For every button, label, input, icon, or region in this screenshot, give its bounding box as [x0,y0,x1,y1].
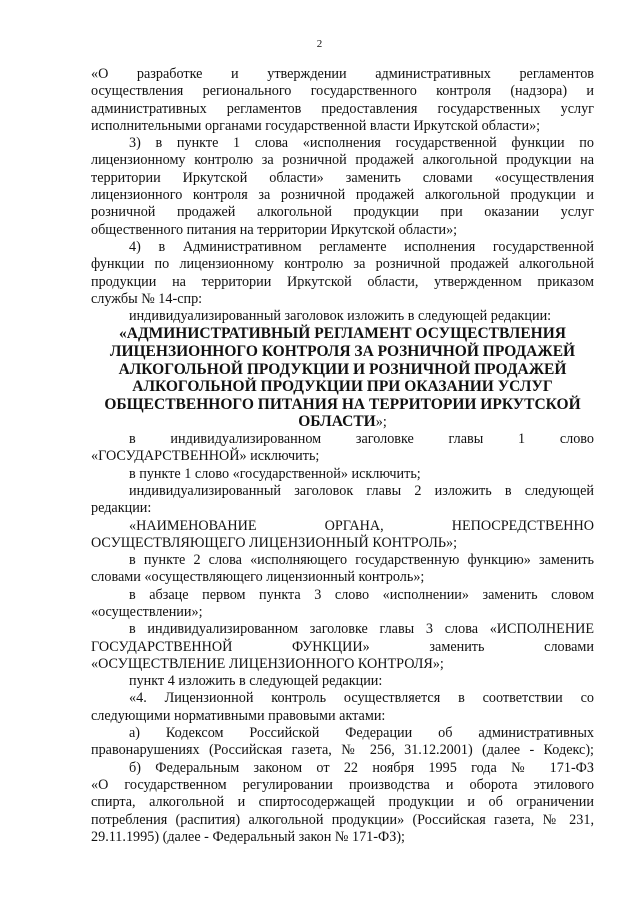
text-line: «ОСУЩЕСТВЛЕНИЕ ЛИЦЕНЗИОННОГО КОНТРОЛЯ»; [91,655,444,672]
text-line: «О разработке и утверждении административных регламентов [91,66,594,82]
text-line: а) Кодексом Российской Федерации об административных [129,725,594,742]
text-line: ГОСУДАРСТВЕННОЙ ФУНКЦИИ» заменить словами [91,638,594,655]
text-line: 4) в Административном регламенте исполнения государственной [129,238,594,255]
text-line: исполнительными органами государственной власти Иркутской области»; [91,117,541,134]
text-line: в пункте 2 слова «исполняющего государственную функцию» заменить [129,552,594,569]
text-line: лицензионного контроля за розничной продажей алкогольной продукции и [91,187,594,204]
text-line: следующими нормативными правовыми актами: [91,707,386,724]
text-line: «4. Лицензионной контроль осуществляется в соответствии со [129,690,594,707]
text-line: ОСУЩЕСТВЛЯЮЩЕГО ЛИЦЕНЗИОННЫЙ КОНТРОЛЬ»; [91,534,458,551]
text-line: в индивидуализированном заголовке главы 1 слово [129,431,594,448]
heading-line: АЛКОГОЛЬНОЙ ПРОДУКЦИИ ПРИ ОКАЗАНИИ УСЛУГ [132,378,553,396]
document-body [91,66,594,846]
heading-line: АЛКОГОЛЬНОЙ ПРОДУКЦИИ И РОЗНИЧНОЙ ПРОДАЖЕЙ [118,360,567,378]
text-line: спирта, алкогольной и спиртосодержащей продукции и об ограничении [91,794,594,811]
text-line: в индивидуализированном заголовке главы 3 слова «ИСПОЛНЕНИЕ [129,621,594,638]
text-line: «НАИМЕНОВАНИЕ ОРГАНА, НЕПОСРЕДСТВЕННО [129,517,594,534]
text-line: правонарушениях (Российская газета, № 256, 31.12.2001) (далее - Кодекс); [91,742,594,759]
heading-line: «АДМИНИСТРАТИВНЫЙ РЕГЛАМЕНТ ОСУЩЕСТВЛЕНИЯ [119,325,566,343]
text-line: б) Федеральным законом от 22 ноября 1995 года № 171-ФЗ [129,759,594,776]
heading-line-last [91,413,594,431]
text-line: индивидуализированный заголовок изложить в следующей редакции: [129,308,552,325]
text-line: функции по лицензионному контролю за розничной продажей алкогольной [91,256,594,273]
text-line: «ГОСУДАРСТВЕННОЙ» исключить; [91,448,320,465]
text-line: «осуществлении»; [91,603,203,620]
text-line: индивидуализированный заголовок главы 2 изложить в следующей [129,482,594,499]
text-line: словами «осуществляющего лицензионный контроль»; [91,569,425,586]
text-line: «О государственном регулировании производства и оборота этилового [91,776,594,793]
text-line: службы № 14-спр: [91,290,203,307]
text-line: осуществления регионального государственного контроля (надзора) и [91,83,594,100]
heading-line: ОБЩЕСТВЕННОГО ПИТАНИЯ НА ТЕРРИТОРИИ ИРКУТСКОЙ [104,395,581,413]
heading-tail-rest: »; [375,414,387,431]
text-line: 3) в пункте 1 слова «исполнения государственной функции по [129,135,594,152]
text-line: в пункте 1 слово «государственной» исключить; [129,465,421,482]
text-line: общественного питания на территории Иркутской области»; [91,221,458,238]
text-line: розничной продажей алкогольной продукции при оказании услуг [91,204,594,221]
text-line: потребления (распития) алкогольной продукции» (Российская газета, № 231, [91,811,594,828]
text-line: в абзаце первом пункта 3 слово «исполнении» заменить словом [129,586,594,603]
text-line: 29.11.1995) (далее - Федеральный закон № 171-ФЗ); [91,828,405,845]
page-number: 2 [316,38,323,50]
text-line: пункт 4 изложить в следующей редакции: [129,673,383,690]
heading-tail-bold: ОБЛАСТИ [298,413,376,431]
heading-line: ЛИЦЕНЗИОННОГО КОНТРОЛЯ ЗА РОЗНИЧНОЙ ПРОДАЖЕЙ [109,343,576,361]
text-line: административных регламентов предоставления государственных услуг [91,100,594,117]
text-line: территории Иркутской области» заменить словами «осуществления [91,169,594,186]
text-line: редакции: [91,500,152,517]
text-line: лицензионному контролю за розничной продажей алкогольной продукции на [91,152,594,169]
text-line: продукции на территории Иркутской области, утвержденном приказом [91,273,594,290]
